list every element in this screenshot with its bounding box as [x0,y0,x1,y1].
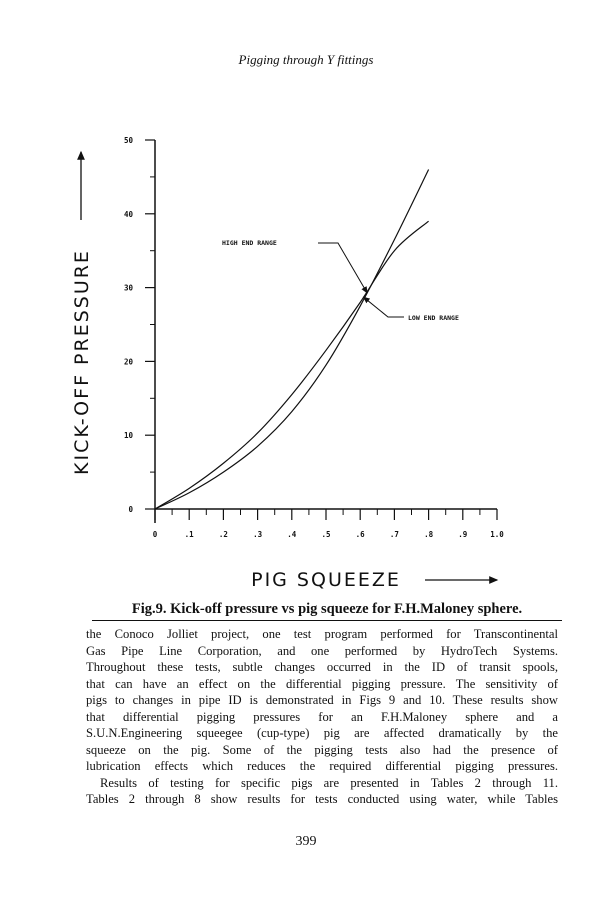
x-tick-label: 0 [152,530,158,539]
x-tick-label: .8 [424,530,434,539]
y-tick-label: 10 [123,431,133,441]
chart-axis-titles [71,152,497,591]
series-line-high-end [155,170,429,509]
x-tick-label: .2 [218,530,228,539]
chart-series [155,170,429,509]
body-text [86,626,558,808]
body-line: pigs to changes in pipe ID is demonstrated in Figs 9 and 10. These results show [86,693,558,707]
series-line-low-end [155,221,429,509]
x-tick-label: .5 [321,530,331,539]
annotation-low-end-range: LOW END RANGE [408,314,459,322]
body-line: that can have an effect on the differential pigging pressure. The sensitivity of [86,676,558,691]
y-tick-label: 0 [128,505,133,514]
leader-low-end-range [364,297,404,317]
annotation-high-end-range: HIGH END RANGE [222,239,277,247]
body-line: that differential pigging pressures for an F.H.Maloney sphere and a [86,709,558,724]
chart-axes [155,140,497,523]
leader-high-end-range [318,243,367,293]
body-line: Results of testing for specific pigs are presented in Tables 2 through 11. [100,775,558,790]
body-line: Tables 2 through 8 show results for tests conducted using water, while Tables [86,792,558,806]
x-tick-label: .4 [287,530,297,539]
x-axis-title: PIG SQUEEZE [251,569,401,591]
body-line: Gas Pipe Line Corporation, and one performed by HydroTech Systems. [86,643,558,658]
body-line: the Conoco Jolliet project, one test program performed for Transcontinental [86,627,558,641]
x-tick-label: .1 [184,530,194,539]
x-tick-label: .6 [355,530,365,539]
running-header: Pigging through Y fittings [238,52,374,67]
body-line: Throughout these tests, subtle changes occurred in the ID of transit spools, [86,660,558,674]
page-number: 399 [295,834,317,849]
chart-ticks [124,136,504,539]
body-line: S.U.N.Engineering squeegee (cup-type) pig are affected dramatically by the [86,726,558,740]
body-line: lubrication effects which reduces the required differential pigging pressures. [86,759,558,773]
y-tick-label: 50 [123,136,133,145]
x-tick-label: 1.0 [490,530,504,539]
y-tick-label: 20 [123,357,133,367]
chart-annotations [222,239,459,322]
x-tick-label: .9 [458,530,468,539]
x-tick-label: .7 [389,530,399,539]
figure-caption: Fig.9. Kick-off pressure vs pig squeeze for F.H.Maloney sphere. [92,601,562,621]
y-tick-label: 40 [123,209,133,219]
y-axis-title: KICK-OFF PRESSURE [71,249,93,475]
x-tick-label: .3 [253,530,263,539]
y-tick-label: 30 [123,283,133,293]
body-line: squeeze on the pig. Some of the pigging tests also had the presence of [86,742,558,757]
